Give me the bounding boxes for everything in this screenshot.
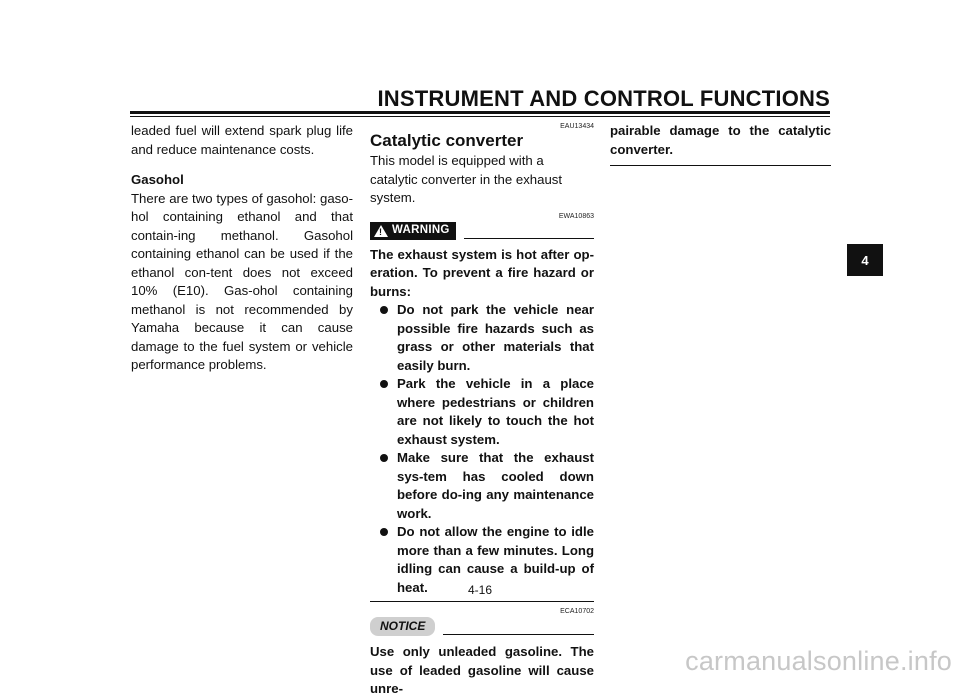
notice-text: Use only unleaded gasoline. The use of leaded gasoline will cause unre- <box>370 644 594 696</box>
fuel-paragraph: leaded fuel will extend spark plug life and reduce maintenance costs. <box>131 123 353 157</box>
notice-end-rule <box>610 165 831 166</box>
section-intro: This model is equipped with a catalytic converter in the exhaust system. <box>370 153 563 205</box>
warning-header-rule <box>464 238 594 239</box>
column-3 <box>610 122 831 166</box>
watermark: carmanualsonline.info <box>685 646 952 676</box>
list-item: Do not allow the engine to idle more than a few minutes. Long idling can cause a build-up of heat. <box>378 523 594 597</box>
notice-header <box>370 617 594 636</box>
column-1 <box>131 122 353 375</box>
warning-end-rule <box>370 601 594 602</box>
list-item: Park the vehicle in a place where pedestrians or children are not likely to touch the hot exhaust system. <box>378 375 594 449</box>
warning-label: WARNING <box>392 224 450 237</box>
section-code: EAU13434 <box>560 123 594 130</box>
header-rule-thin <box>130 116 830 117</box>
notice-code: ECA10702 <box>560 608 594 615</box>
list-item: Do not park the vehicle near possible fire hazards such as grass or other materials that easily burn. <box>378 301 594 375</box>
warning-bullet-list <box>370 301 594 597</box>
gasohol-heading: Gasohol <box>131 172 184 187</box>
notice-header-rule <box>443 634 594 635</box>
section-title: Catalytic converter <box>370 131 524 150</box>
warning-lead: The exhaust system is hot after op-eration. To prevent a fire hazard or burns: <box>370 246 594 299</box>
gasohol-paragraph: There are two types of gasohol: gaso-hol containing ethanol and that contain-ing methanol. Gasohol containing ethanol can be used if the ethanol con-tent does not exceed 10% (E10). Gas-ohol containing methanol is not recommended by Yamaha because it can cause damage to the fuel system or vehicle performance problems. <box>131 190 353 372</box>
notice-continued-text: pairable damage to the catalytic converter. <box>610 123 831 157</box>
chapter-tab: 4 <box>847 244 883 276</box>
warning-header <box>370 222 594 240</box>
warning-badge <box>370 222 456 240</box>
page-number: 4-16 <box>467 583 493 597</box>
list-item: Make sure that the exhaust sys-tem has cooled down before do-ing any maintenance work. <box>378 449 594 523</box>
column-2 <box>370 122 594 699</box>
notice-badge: NOTICE <box>370 617 435 636</box>
warning-triangle-icon <box>374 225 388 237</box>
warning-code: EWA10863 <box>558 212 594 220</box>
page-header-title: INSTRUMENT AND CONTROL FUNCTIONS <box>377 86 830 111</box>
header-rule <box>130 111 830 114</box>
